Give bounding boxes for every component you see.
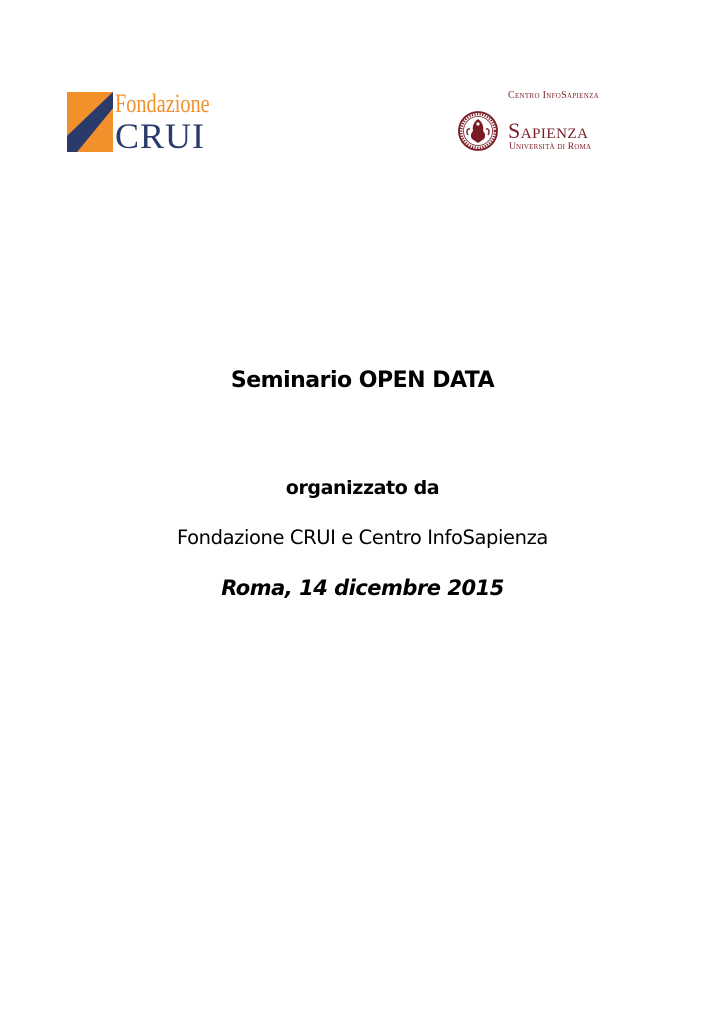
crui-logo-word-fondazione: Fondazione [115,89,210,118]
event-date: Roma, 14 dicembre 2015 [221,576,504,600]
sapienza-logo [458,90,628,160]
crui-logo-word-crui: CRUI [115,116,206,156]
sapienza-seal-icon [458,111,498,151]
seminar-title: Seminario OPEN DATA [230,368,495,393]
sapienza-subtitle: Università di Roma [509,142,592,152]
organized-by-label: organizzato da [285,477,440,499]
fondazione-crui-logo [67,91,217,155]
crui-logo-mark-icon [67,92,113,152]
centro-infosapienza-label: Centro InfoSapienza [508,90,600,101]
sapienza-name: Sapienza [508,118,589,143]
organizers-text: Fondazione CRUI e Centro InfoSapienza [177,526,548,549]
